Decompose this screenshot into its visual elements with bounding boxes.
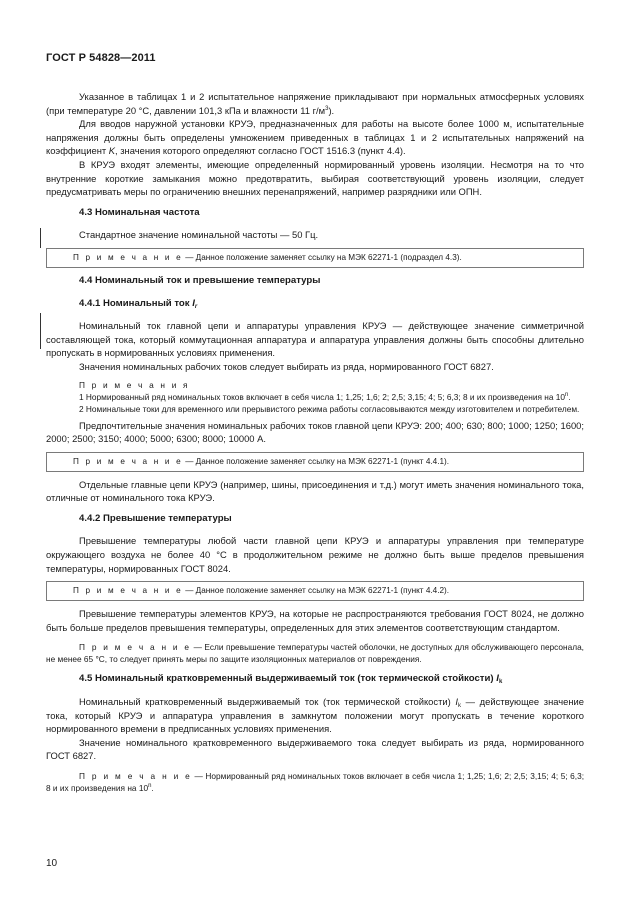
paragraph: Значение номинального кратковременного выдерживаемого тока следует выбирать из ряда, нормированного ГОСТ 6827. — [46, 736, 584, 762]
paragraph: Номинальный кратковременный выдерживаемый ток (ток термической стойкости) $I_k$ — действующее значение тока, который КРУЭ и аппаратура управления в замкнутом положении могут пропускать в течение короткого нормированного времени в предписанных условиях применения. — [46, 696, 584, 735]
change-bar — [40, 313, 41, 349]
notes-title: П р и м е ч а н и я — [79, 379, 190, 390]
paragraph: Превышение температуры любой части главной цепи КРУЭ и аппаратуры управления при температуре окружающего воздуха не более 40 °С в продолжительном режиме не должно быть выше пределов превышения температуры, нормированных ГОСТ 8024. — [46, 535, 584, 574]
subsection-heading: 4.4.2 Превышение температуры — [79, 512, 232, 524]
note-box: П р и м е ч а н и е — Данное положение заменяет ссылку на МЭК 62271-1 (пункт 4.4.2). — [46, 581, 584, 601]
paragraph: Указанное в таблицах 1 и 2 испытательное напряжение прикладывают при нормальных атмосферных условиях (при температуре 20 °С, давлении 101,3 кПа и влажности 11 $г/м^3$). — [46, 91, 584, 116]
note-item: 2 Номинальные токи для временного или прерывистого режима работы согласовываются между изготовителем и потребителем. — [79, 403, 580, 414]
paragraph: Для вводов наружной установки КРУЭ, предназначенных для работы на высоте более 1000 м, испытательные напряжения должны быть определены умножением приведенных в таблицах 1 и 2 испытательных напряжений на коэффициент K, значения которого определяют согласно ГОСТ 1516.3 (пункт 4.4). — [46, 118, 584, 157]
note-box: П р и м е ч а н и е — Данное положение заменяет ссылку на МЭК 62271-1 (пункт 4.4.1). — [46, 452, 584, 472]
section-heading: 4.5 Номинальный кратковременный выдерживаемый ток (ток термической стойкости) $I_k$ — [79, 673, 503, 686]
page-number: 10 — [46, 858, 58, 869]
note-box: П р и м е ч а н и е — Данное положение заменяет ссылку на МЭК 62271-1 (подраздел 4.3). — [46, 248, 584, 268]
paragraph: Значения номинальных рабочих токов следует выбирать из ряда, нормированного ГОСТ 6827. — [79, 360, 494, 372]
note-item: 1 Нормированный ряд номинальных токов включает в себя числа 1; 1,25; 1,6; 2; 2,5; 3,15; 4; 5; 6,3; 8 и их произведения на 10$^n$. — [79, 391, 571, 402]
subsection-heading: 4.4.1 Номинальный ток $I_r$ — [79, 297, 198, 310]
note-item: П р и м е ч а н и е — Если превышение температуры частей оболочки, не доступных для обслуживающего персонала, не менее 65 °С, то следует принять меры по защите изоляционных материалов от повреждения. — [46, 642, 584, 665]
paragraph: Стандартное значение номинальной частоты — 50 Гц. — [79, 229, 319, 241]
document-body — [46, 90, 584, 794]
paragraph: В КРУЭ входят элементы, имеющие определенный нормированный уровень изоляции. Несмотря на то что внутренние короткие замыкания можно предотвратить, выбирая соответствующий уровень изоляции, следует предусматривать меры по ограничению внешних перенапряжений, например разрядники или ОПН. — [46, 158, 584, 198]
note-item: П р и м е ч а н и е — Нормированный ряд номинальных токов включает в себя числа 1; 1,25; 1,6; 2; 2,5; 3,15; 4; 5; 6,3; 8 и их произведения на 10$^n$. — [46, 771, 584, 793]
section-heading: 4.4 Номинальный ток и превышение температуры — [79, 274, 321, 286]
change-bar — [40, 228, 41, 248]
paragraph: Превышение температуры элементов КРУЭ, на которые не распространяются требования ГОСТ 8024, не должно быть больше пределов превышения температуры, определенных для этих элементов соответствующим стандартом. — [46, 608, 584, 633]
paragraph: Предпочтительные значения номинальных рабочих токов главной цепи КРУЭ: 200; 400; 630; 800; 1000; 1250; 1600; 2000; 2500; 3150; 4000; 5000; 6300; 8000; 10000 А. — [46, 419, 584, 445]
document-header: ГОСТ Р 54828—2011 — [46, 52, 156, 64]
paragraph: Отдельные главные цепи КРУЭ (например, шины, присоединения и т.д.) могут иметь значения номинального тока, отличные от номинального тока КРУЭ. — [46, 478, 584, 504]
section-heading: 4.3 Номинальная частота — [79, 206, 200, 218]
paragraph: Номинальный ток главной цепи и аппаратуры управления КРУЭ — действующее значение симметричной составляющей тока, который коммутационная аппаратура и аппаратура управления должны быть способны длительно пропускать в нормированных условиях применения. — [46, 320, 584, 359]
